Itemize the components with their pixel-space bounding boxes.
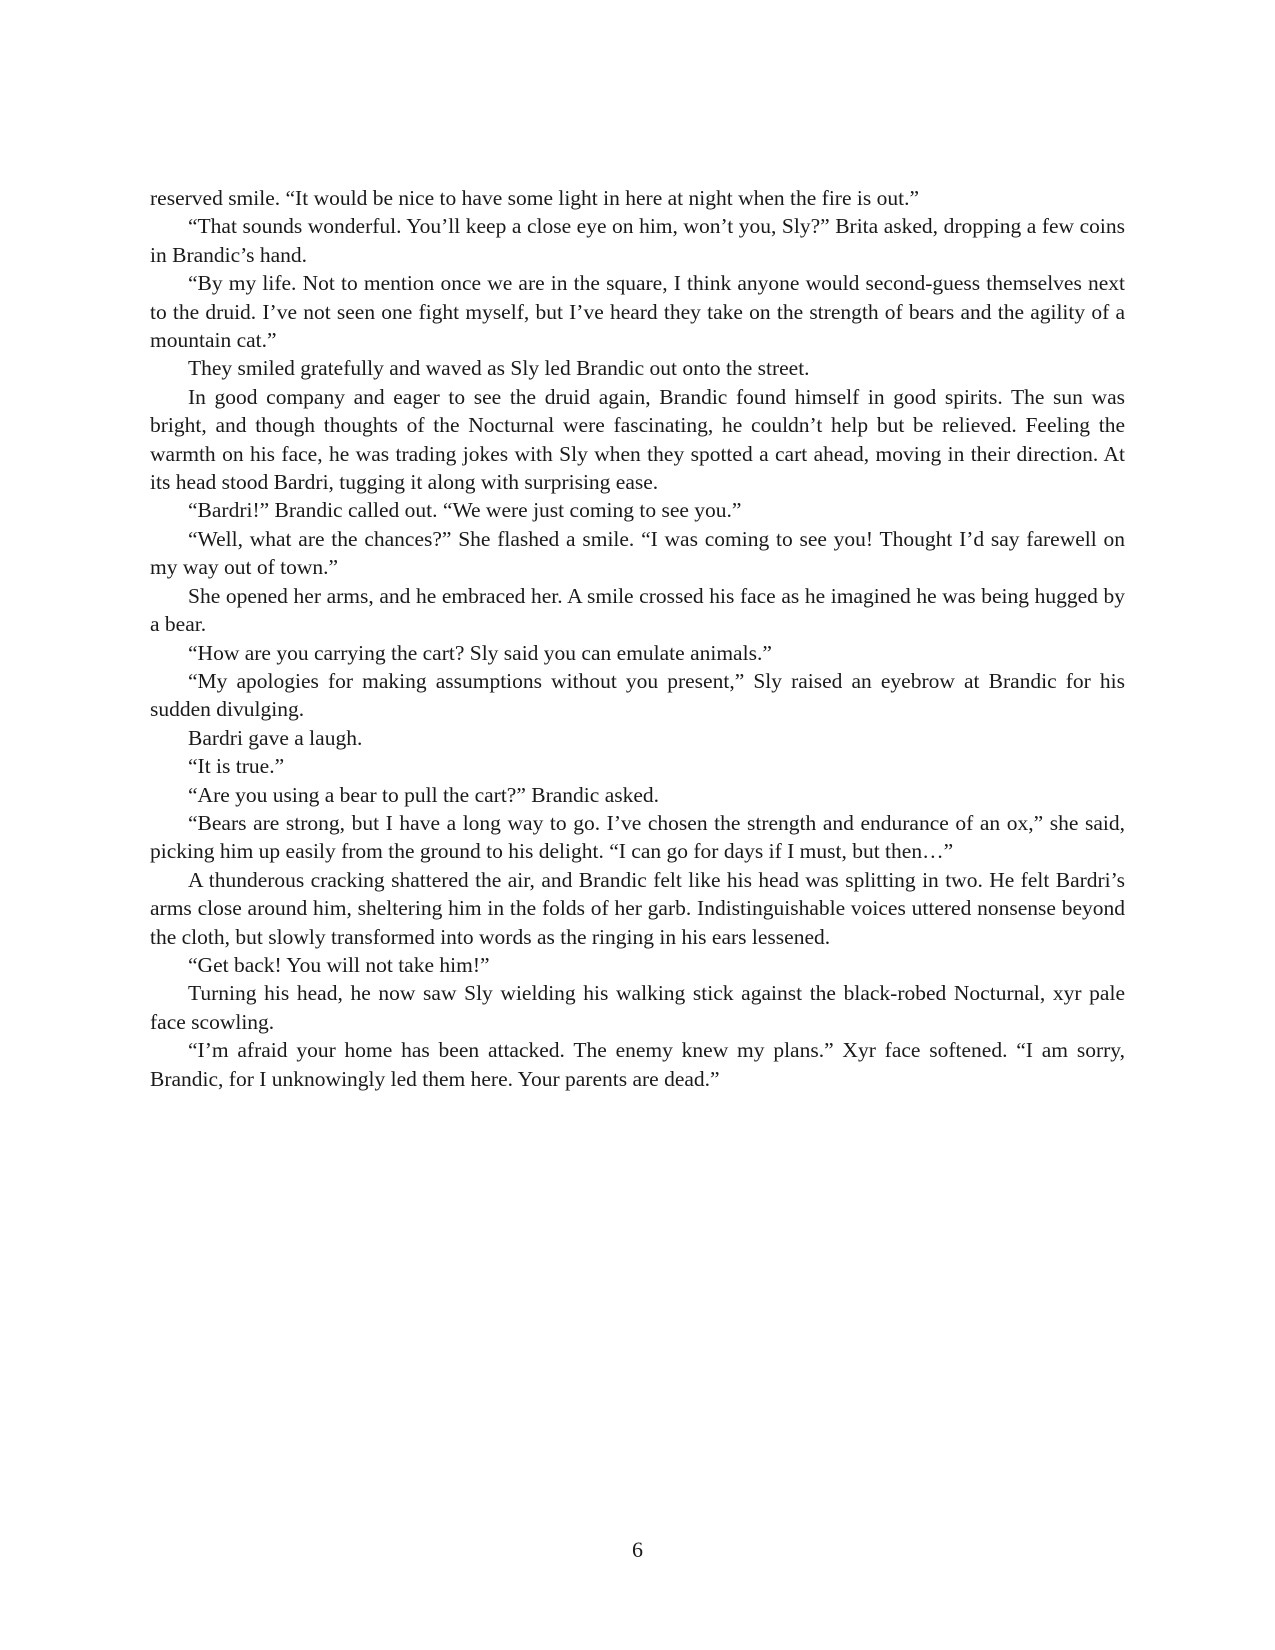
paragraph: “Are you using a bear to pull the cart?” Brandic asked. bbox=[188, 782, 660, 807]
paragraph: A thunderous cracking shattered the air, and Brandic felt like his head was splitting in two. He felt Bardri’s arms close around him, sheltering him in the folds of her garb. Indistinguishable voices uttered nonsense beyond the cloth, but slowly transformed into words as the ringing in his ears lessened. bbox=[150, 867, 1125, 949]
paragraph: “I’m afraid your home has been attacked. The enemy knew my plans.” Xyr face softened. “I am sorry, Brandic, for I unknowingly led them here. Your parents are dead.” bbox=[150, 1038, 1125, 1091]
paragraph: She opened her arms, and he embraced her. A smile crossed his face as he imagined he was being hugged by a bear. bbox=[150, 583, 1125, 637]
paragraph: “By my life. Not to mention once we are in the square, I think anyone would second-guess themselves next to the druid. I’ve not seen one fight myself, but I’ve heard they take on the strength of bears and the agility of a mountain cat.” bbox=[150, 271, 1125, 353]
paragraph: They smiled gratefully and waved as Sly led Brandic out onto the street. bbox=[188, 356, 810, 381]
body-text bbox=[150, 184, 1125, 1093]
paragraph-continued: reserved smile. “It would be nice to have some light in here at night when the fire is out.” bbox=[150, 186, 919, 210]
paragraph: In good company and eager to see the druid again, Brandic found himself in good spirits. The sun was bright, and though thoughts of the Nocturnal were fascinating, he couldn’t help but be relieved. Feeling the warmth on his face, he was trading jokes with Sly when they spotted a cart ahead, moving in their direction. At its head stood Bardri, tugging it along with surprising ease. bbox=[150, 384, 1125, 495]
paragraph: “Well, what are the chances?” She flashed a smile. “I was coming to see you! Thought I’d say farewell on my way out of town.” bbox=[150, 526, 1125, 580]
paragraph: “It is true.” bbox=[188, 754, 285, 779]
paragraph: “That sounds wonderful. You’ll keep a close eye on him, won’t you, Sly?” Brita asked, dropping a few coins in Brandic’s hand. bbox=[150, 214, 1125, 267]
paragraph: “How are you carrying the cart? Sly said you can emulate animals.” bbox=[188, 640, 772, 665]
paragraph: “My apologies for making assumptions without you present,” Sly raised an eyebrow at Brandic for his sudden divulging. bbox=[150, 668, 1125, 722]
paragraph: Bardri gave a laugh. bbox=[188, 725, 363, 750]
paragraph: Turning his head, he now saw Sly wielding his walking stick against the black-robed Nocturnal, xyr pale face scowling. bbox=[150, 981, 1125, 1034]
page-number: 6 bbox=[632, 1537, 643, 1562]
paragraph: “Bears are strong, but I have a long way to go. I’ve chosen the strength and endurance of an ox,” she said, picking him up easily from the ground to his delight. “I can go for days if I must, but then…” bbox=[150, 810, 1125, 864]
paragraph: “Get back! You will not take him!” bbox=[188, 952, 490, 977]
paragraph: “Bardri!” Brandic called out. “We were just coming to see you.” bbox=[188, 498, 742, 523]
